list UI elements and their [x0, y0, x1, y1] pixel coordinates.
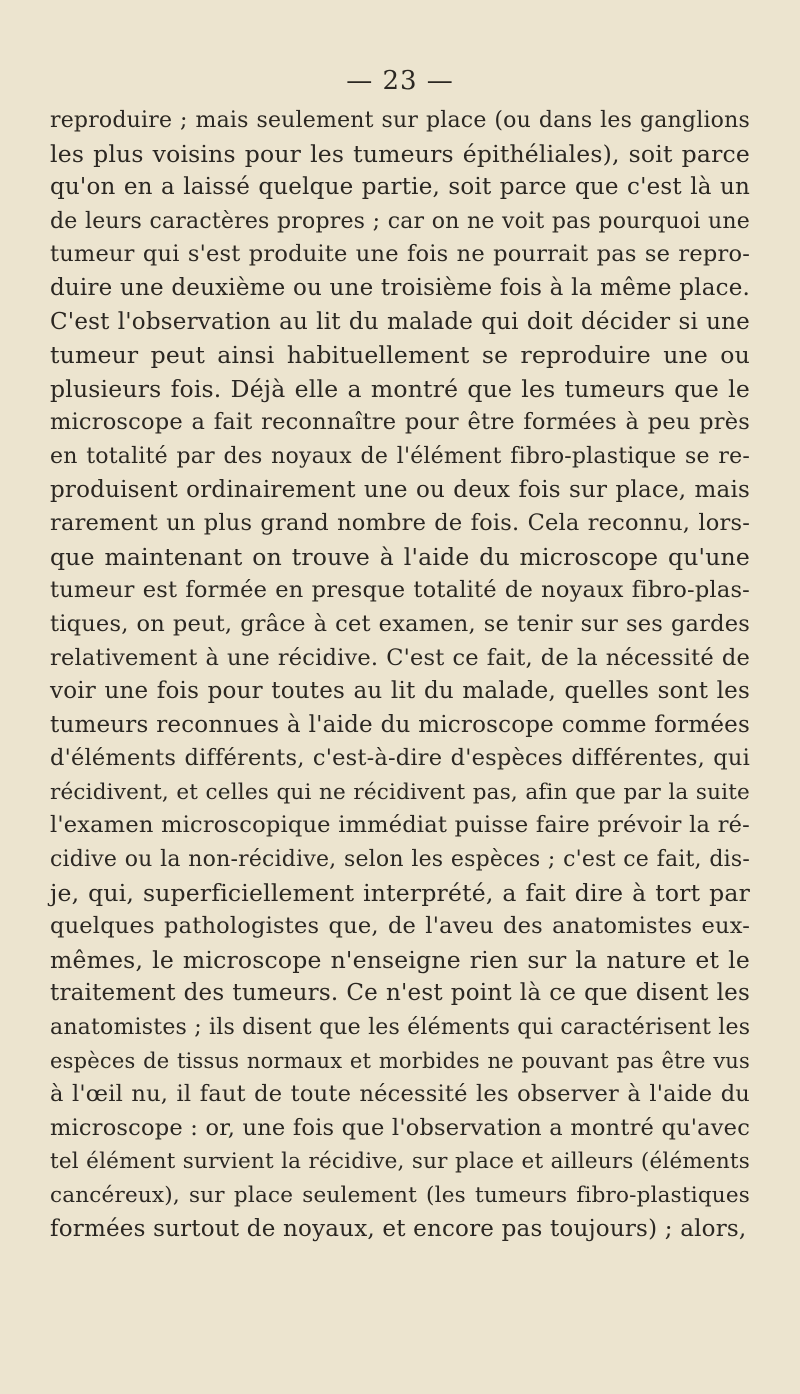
text-line: qu'on en a laissé quelque partie, soit parce que c'est là un	[50, 174, 750, 201]
text-line: traitement des tumeurs. Ce n'est point là ce que disent les	[50, 980, 750, 1007]
text-line: produisent ordinairement une ou deux fois sur place, mais	[50, 476, 750, 503]
body-text	[50, 104, 750, 1246]
text-line: plusieurs fois. Déjà elle a montré que les tumeurs que le	[50, 374, 750, 403]
text-line: espèces de tissus normaux et morbides ne pouvant pas être vus	[50, 1048, 750, 1073]
text-line: tel élément survient la récidive, sur place et ailleurs (éléments	[50, 1149, 750, 1175]
text-line: d'éléments différents, c'est-à-dire d'espèces différentes, qui	[50, 745, 750, 772]
text-line: mêmes, le microscope n'enseigne rien sur la nature et le	[50, 945, 750, 974]
text-line: je, qui, superficiellement interprété, a fait dire à tort par	[50, 878, 750, 907]
text-line: relativement à une récidive. C'est ce fait, de la nécessité de	[50, 644, 750, 671]
text-line: microscope : or, une fois que l'observation a montré qu'avec	[50, 1114, 750, 1141]
text-line: duire une deuxième ou une troisième fois à la même place.	[50, 274, 751, 301]
text-line: tumeur qui s'est produite une fois ne pourrait pas se repro-	[50, 241, 750, 268]
text-line: à l'œil nu, il faut de toute nécessité les observer à l'aide du	[50, 1081, 750, 1108]
page-number: — 23 —	[346, 66, 454, 96]
text-line: les plus voisins pour les tumeurs épithéliales), soit parce	[50, 139, 750, 168]
text-line: en totalité par des noyaux de l'élément fibro-plastique se re-	[50, 443, 750, 469]
text-line: que maintenant on trouve à l'aide du microscope qu'une	[50, 542, 750, 571]
text-line: formées surtout de noyaux, et encore pas toujours) ; alors,	[50, 1215, 747, 1242]
text-line: tumeur est formée en presque totalité de noyaux fibro-plas-	[50, 577, 750, 604]
text-line: voir une fois pour toutes au lit du malade, quelles sont les	[50, 678, 750, 705]
text-line: cancéreux), sur place seulement (les tumeurs fibro-plastiques	[50, 1183, 750, 1208]
text-line: C'est l'observation au lit du malade qui doit décider si une	[50, 308, 750, 335]
text-line: quelques pathologistes que, de l'aveu des anatomistes eux-	[50, 913, 750, 940]
text-line: tumeur peut ainsi habituellement se reproduire une ou	[50, 341, 750, 370]
text-line: reproduire ; mais seulement sur place (ou dans les ganglions	[50, 108, 750, 133]
text-line: récidivent, et celles qui ne récidivent pas, afin que par la suite	[50, 779, 750, 805]
text-line: microscope a fait reconnaître pour être formées à peu près	[50, 409, 750, 436]
text-line: cidive ou la non-récidive, selon les espèces ; c'est ce fait, dis-	[50, 847, 750, 873]
text-line: rarement un plus grand nombre de fois. Cela reconnu, lors-	[50, 510, 750, 537]
text-line: tiques, on peut, grâce à cet examen, se tenir sur ses gardes	[50, 610, 750, 637]
text-line: l'examen microscopique immédiat puisse faire prévoir la ré-	[50, 812, 750, 839]
text-line: tumeurs reconnues à l'aide du microscope comme formées	[50, 711, 750, 738]
text-line: de leurs caractères propres ; car on ne voit pas pourquoi une	[50, 208, 750, 234]
text-line: anatomistes ; ils disent que les éléments qui caractérisent les	[50, 1015, 751, 1041]
